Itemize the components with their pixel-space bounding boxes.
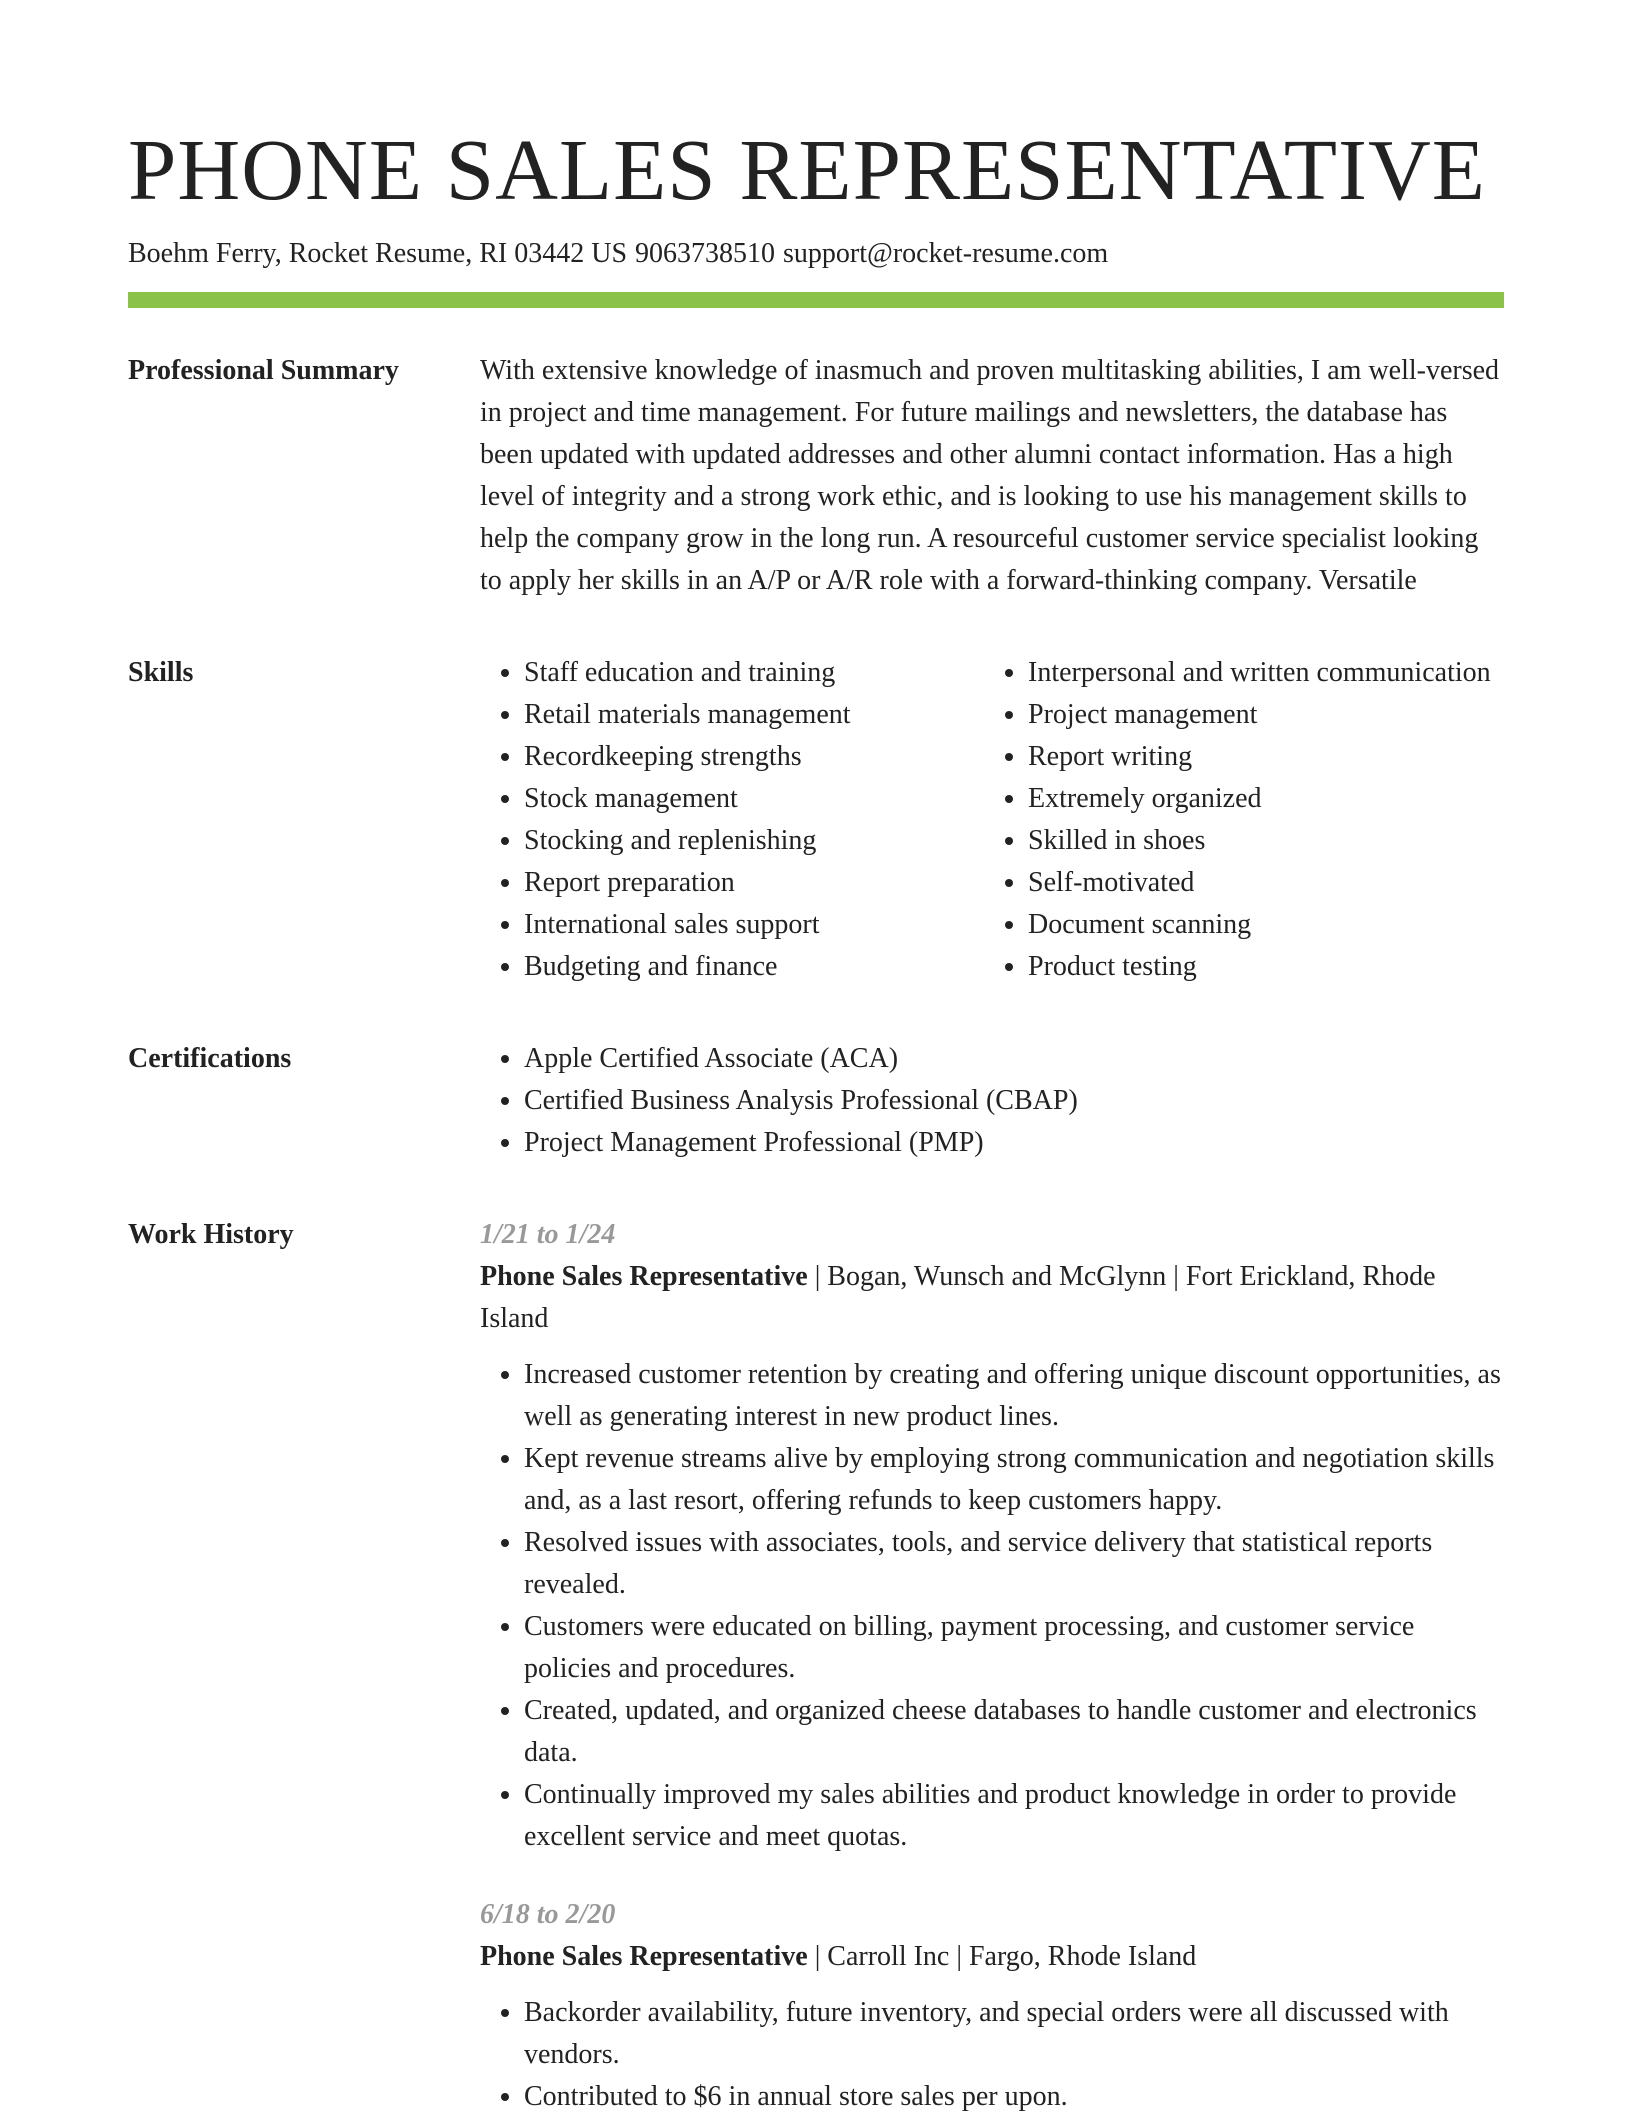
job-employer-location: | Carroll Inc | Fargo, Rhode Island: [807, 1941, 1197, 1972]
job-bullet: • Customers were educated on billing, payment processing, and customer service policies and procedures.: [524, 1606, 1504, 1690]
header-divider: [128, 292, 1504, 308]
skill-item: • Interpersonal and written communication: [1028, 652, 1504, 694]
skill-item: • Extremely organized: [1028, 778, 1504, 820]
resume-name: PHONE SALES REPRESENTATIVE: [128, 121, 1486, 218]
job-bullet: • Contributed to $6 in annual store sales per upon.: [524, 2076, 1504, 2118]
skill-item: • Stocking and replenishing: [524, 820, 984, 862]
certifications-body: [480, 1038, 1504, 1164]
job-employer-location: | Bogan, Wunsch and McGlynn | Fort Erickland, Rhode Island: [480, 1261, 1436, 1334]
skill-item: • Report writing: [1028, 736, 1504, 778]
certifications-list: [480, 1038, 1504, 1164]
job-heading: [480, 1256, 1504, 1340]
job-dates: 1/21 to 1/24: [480, 1219, 616, 1250]
skills-column-2: [984, 652, 1504, 988]
skill-item: • Project management: [1028, 694, 1504, 736]
summary-body: [480, 350, 1504, 602]
skills-label: Skills: [128, 657, 194, 688]
skills-section: [128, 652, 1504, 988]
skill-item: • Recordkeeping strengths: [524, 736, 984, 778]
job-bullet: • Increased customer retention by creating and offering unique discount opportunities, as well as generating interest in new product lines.: [524, 1354, 1504, 1438]
skill-item: • Budgeting and finance: [524, 946, 984, 988]
job-title: Phone Sales Representative: [480, 1261, 808, 1292]
job-bullet: • Resolved issues with associates, tools, and service delivery that statistical reports revealed.: [524, 1522, 1504, 1606]
skill-item: • Retail materials management: [524, 694, 984, 736]
skill-item: • Self-motivated: [1028, 862, 1504, 904]
certifications-label: Certifications: [128, 1043, 292, 1074]
contact-email: support@rocket-resume.com: [783, 238, 1109, 269]
job-bullets: [480, 1992, 1504, 2118]
skill-item: • International sales support: [524, 904, 984, 946]
job-title: Phone Sales Representative: [480, 1941, 808, 1972]
work-history-label: Work History: [128, 1219, 294, 1250]
resume-page: [128, 118, 1504, 2118]
certification-item: • Apple Certified Associate (ACA): [524, 1038, 1504, 1080]
skill-item: • Report preparation: [524, 862, 984, 904]
job-entry: [480, 1214, 1504, 1858]
summary-section: [128, 350, 1504, 602]
job-bullets: [480, 1354, 1504, 1858]
certification-item: • Project Management Professional (PMP): [524, 1122, 1504, 1164]
job-dates: 6/18 to 2/20: [480, 1899, 616, 1930]
job-bullet: • Continually improved my sales abilities and product knowledge in order to provide excellent service and meet quotas.: [524, 1774, 1504, 1858]
job-bullet: • Created, updated, and organized cheese databases to handle customer and electronics data.: [524, 1690, 1504, 1774]
contact-address: Boehm Ferry, Rocket Resume, RI 03442 US: [128, 238, 628, 269]
skill-item: • Document scanning: [1028, 904, 1504, 946]
contact-line: [128, 236, 1504, 272]
job-heading: [480, 1936, 1504, 1978]
skills-body: [480, 652, 1504, 988]
skill-item: • Stock management: [524, 778, 984, 820]
work-history-section: [128, 1214, 1504, 2118]
contact-phone: 9063738510: [635, 238, 776, 269]
certifications-section: [128, 1038, 1504, 1164]
job-bullet: • Backorder availability, future inventory, and special orders were all discussed with vendors.: [524, 1992, 1504, 2076]
skill-item: • Product testing: [1028, 946, 1504, 988]
work-history-body: [480, 1214, 1504, 2118]
skills-column-1: [480, 652, 984, 988]
job-entry: [480, 1894, 1504, 2118]
summary-label: Professional Summary: [128, 355, 399, 386]
job-bullet: • Kept revenue streams alive by employing strong communication and negotiation skills and, as a last resort, offering refunds to keep customers happy.: [524, 1438, 1504, 1522]
summary-text: With extensive knowledge of inasmuch and proven multitasking abilities, I am well-versed in project and time management. For future mailings and newsletters, the database has been updated with updated addresses and other alumni contact information. Has a high level of integrity and a strong work ethic, and is looking to use his management skills to help the company grow in the long run. A resourceful customer service specialist looking to apply her skills in an A/P or A/R role with a forward-thinking company. Versatile: [480, 355, 1500, 596]
skill-item: • Staff education and training: [524, 652, 984, 694]
skill-item: • Skilled in shoes: [1028, 820, 1504, 862]
certification-item: • Certified Business Analysis Professional (CBAP): [524, 1080, 1504, 1122]
